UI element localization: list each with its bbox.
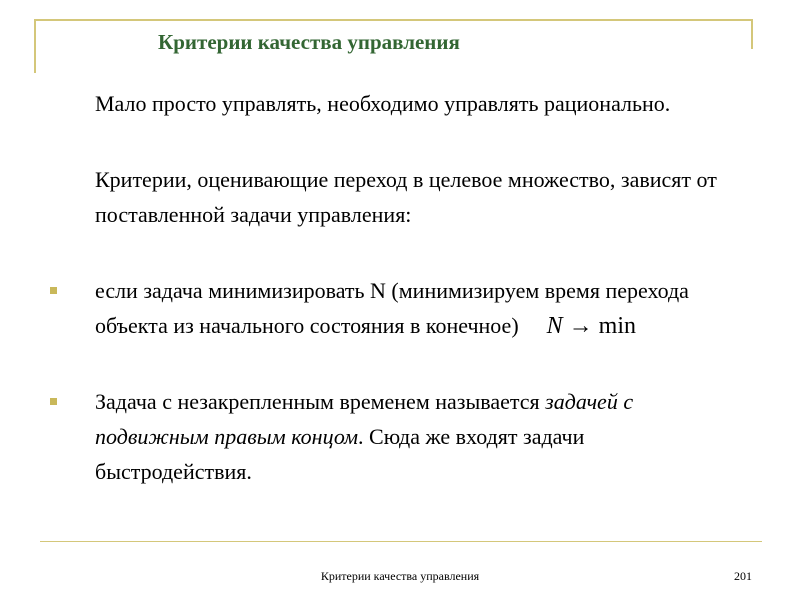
header-accent-line [34, 19, 753, 21]
bullet-square-icon [50, 398, 57, 405]
header-accent-right [751, 19, 753, 49]
bullet-2-text-after: . Сюда же входят задачи быстродействия. [95, 424, 585, 484]
formula-n-to-min [547, 313, 636, 339]
bullet-square-icon [50, 287, 57, 294]
footer-title: Критерии качества управления [320, 569, 480, 583]
formula-variable: N [546, 313, 563, 339]
bullet-2-text-before: Задача с незакрепленным временем называется [95, 389, 546, 414]
paragraph-2: Критерии, оценивающие переход в целевое множество, зависят от поставленной задачи управления: [95, 167, 717, 227]
slide-title: Критерии качества управления [158, 30, 460, 54]
bullet-1-text: если задача минимизировать N (минимизируем время перехода объекта из начального состояния в конечное) [95, 278, 689, 338]
header-accent-left [34, 19, 36, 73]
paragraph-1: Мало просто управлять, необходимо управлять рационально. [95, 91, 671, 116]
footer-divider [40, 541, 762, 542]
formula-function: min [598, 313, 637, 339]
page-number: 201 [734, 569, 752, 583]
bullet-2-emphasis: задачей с подвижным правым концом [95, 389, 634, 449]
formula-arrow: → [568, 313, 593, 339]
